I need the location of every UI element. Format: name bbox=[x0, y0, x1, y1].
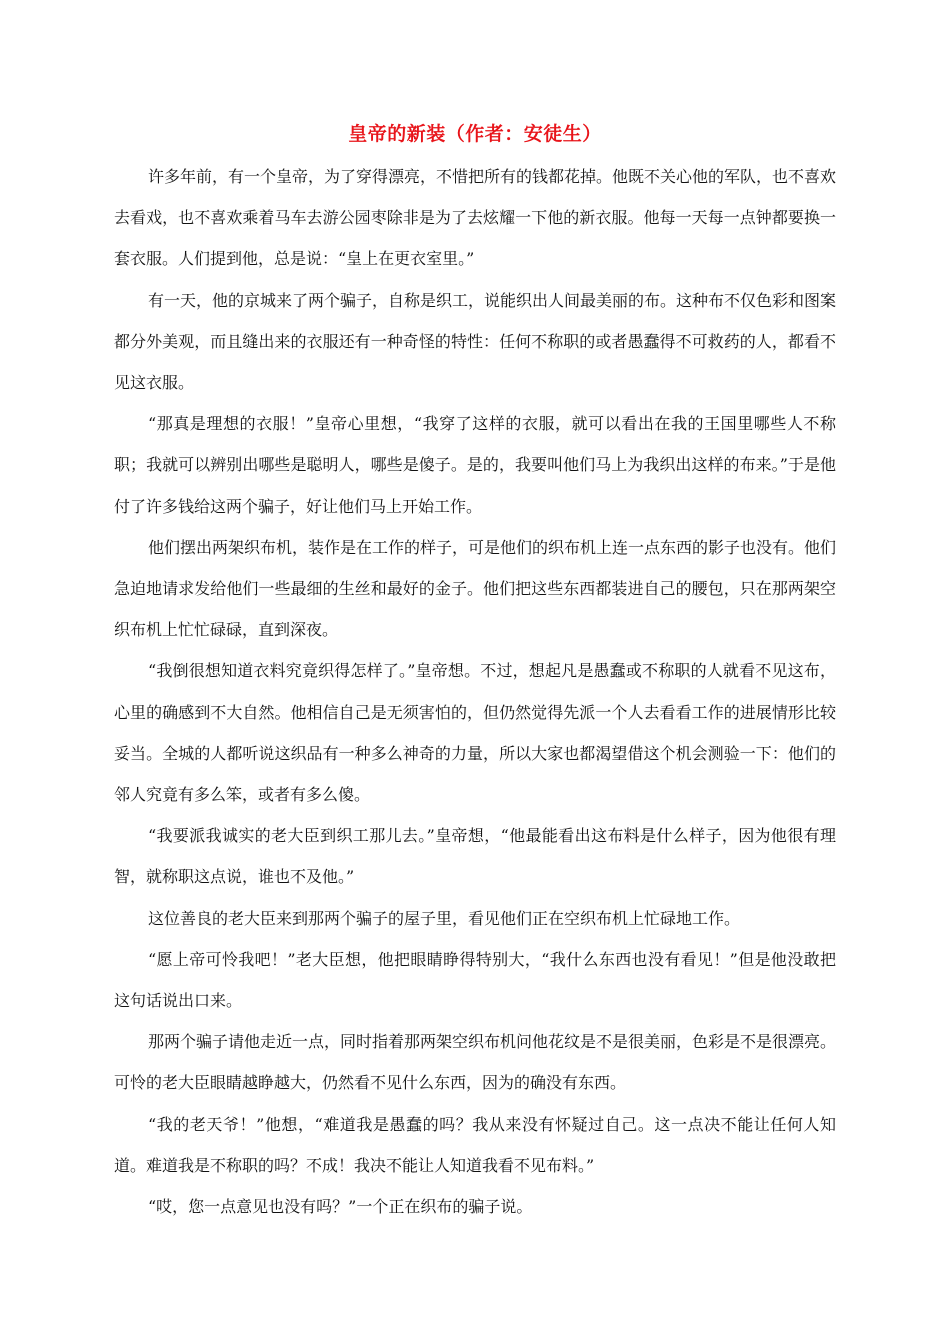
paragraph: “哎，您一点意见也没有吗？”一个正在织布的骗子说。 bbox=[148, 1197, 533, 1217]
paragraph: 那两个骗子请他走近一点，同时指着那两架空织布机问他花纹是不是很美丽，色彩是不是很漂亮。可怜的老大臣眼睛越睁越大，仍然看不见什么东西，因为的确没有东西。 bbox=[114, 1032, 837, 1093]
document-title: 皇帝的新装（作者：安徒生） bbox=[348, 123, 602, 145]
paragraph: “愿上帝可怜我吧！”老大臣想，他把眼睛睁得特别大，“我什么东西也没有看见！”但是他没敢把这句话说出口来。 bbox=[114, 949, 836, 1011]
paragraph: “我倒很想知道衣料究竟织得怎样了。”皇帝想。不过，想起凡是愚蠢或不称职的人就看不见这布，心里的确感到不大自然。他相信自己是无须害怕的，但仍然觉得先派一个人去看看工作的进展情形比较妥当。全城的人都听说这织品有一种多么神奇的力量，所以大家也都渴望借这个机会测验一下：他们的邻人究竟有多么笨，或者有多么傻。 bbox=[114, 661, 836, 805]
paragraph: “那真是理想的衣服！”皇帝心里想，“我穿了这样的衣服，就可以看出在我的王国里哪些人不称职；我就可以辨别出哪些是聪明人，哪些是傻子。是的，我要叫他们马上为我织出这样的布来。”于是他付了许多钱给这两个骗子，好让他们马上开始工作。 bbox=[114, 414, 836, 516]
paragraph: 许多年前，有一个皇帝，为了穿得漂亮，不惜把所有的钱都花掉。他既不关心他的军队，也不喜欢去看戏，也不喜欢乘着马车去游公园枣除非是为了去炫耀一下他的新衣服。他每一天每一点钟都要换一套衣服。人们提到他，总是说：“皇上在更衣室里。” bbox=[114, 167, 837, 269]
paragraph: 这位善良的老大臣来到那两个骗子的屋子里，看见他们正在空织布机上忙碌地工作。 bbox=[148, 908, 741, 928]
document-body bbox=[114, 156, 836, 1227]
paragraph: “我要派我诚实的老大臣到织工那儿去。”皇帝想，“他最能看出这布料是什么样子，因为他很有理智，就称职这点说，谁也不及他。” bbox=[114, 826, 836, 887]
paragraph: 有一天，他的京城来了两个骗子，自称是织工，说能织出人间最美丽的布。这种布不仅色彩和图案都分外美观，而且缝出来的衣服还有一种奇怪的特性：任何不称职的或者愚蠢得不可救药的人，都看不见这衣服。 bbox=[114, 290, 837, 393]
paragraph: “我的老天爷！”他想，“难道我是愚蠢的吗？我从来没有怀疑过自己。这一点决不能让任何人知道。难道我是不称职的吗？不成！我决不能让人知道我看不见布料。” bbox=[114, 1114, 836, 1175]
paragraph: 他们摆出两架织布机，装作是在工作的样子，可是他们的织布机上连一点东西的影子也没有。他们急迫地请求发给他们一些最细的生丝和最好的金子。他们把这些东西都装进自己的腰包，只在那两架空织布机上忙忙碌碌，直到深夜。 bbox=[114, 537, 837, 640]
